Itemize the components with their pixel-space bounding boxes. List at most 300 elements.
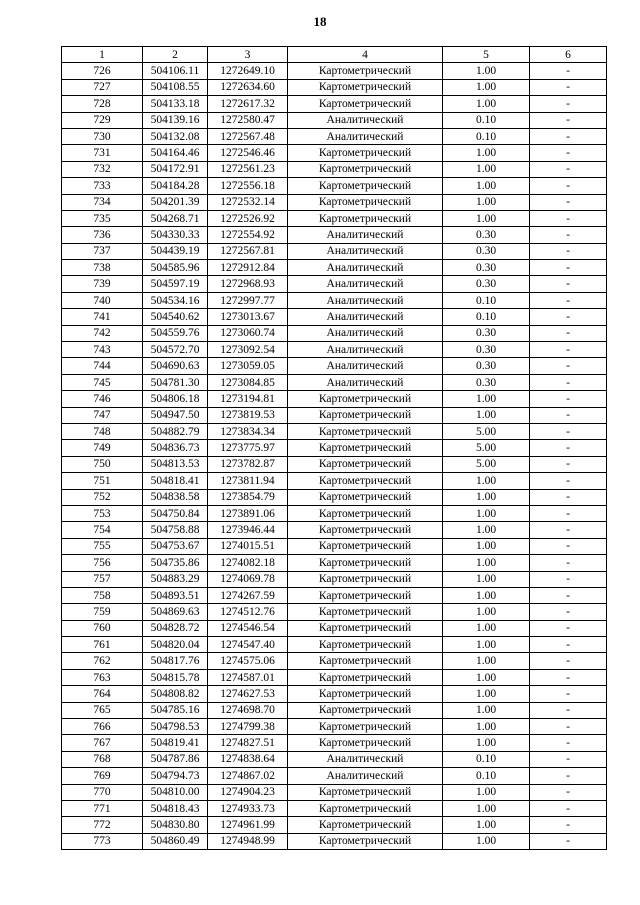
y-coordinate-cell: 1272617.32 xyxy=(208,96,288,112)
y-coordinate-cell: 1274069.78 xyxy=(208,571,288,587)
note-cell: - xyxy=(530,817,607,833)
y-coordinate-cell: 1274904.23 xyxy=(208,784,288,800)
note-cell: - xyxy=(530,309,607,325)
accuracy-cell: 1.00 xyxy=(443,817,530,833)
x-coordinate-cell: 504132.08 xyxy=(143,128,208,144)
point-number-cell: 729 xyxy=(62,112,143,128)
table-row xyxy=(62,391,607,407)
accuracy-cell: 1.00 xyxy=(443,178,530,194)
point-number-cell: 728 xyxy=(62,96,143,112)
accuracy-cell: 5.00 xyxy=(443,440,530,456)
point-number-cell: 753 xyxy=(62,505,143,521)
x-coordinate-cell: 504785.16 xyxy=(143,702,208,718)
x-coordinate-cell: 504869.63 xyxy=(143,604,208,620)
x-coordinate-cell: 504597.19 xyxy=(143,276,208,292)
method-cell: Картометрический xyxy=(288,210,443,226)
accuracy-cell: 1.00 xyxy=(443,702,530,718)
note-cell: - xyxy=(530,669,607,685)
accuracy-cell: 5.00 xyxy=(443,456,530,472)
y-coordinate-cell: 1272912.84 xyxy=(208,260,288,276)
method-cell: Картометрический xyxy=(288,423,443,439)
accuracy-cell: 0.30 xyxy=(443,260,530,276)
point-number-cell: 744 xyxy=(62,358,143,374)
x-coordinate-cell: 504540.62 xyxy=(143,309,208,325)
x-coordinate-cell: 504201.39 xyxy=(143,194,208,210)
table-row xyxy=(62,571,607,587)
note-cell: - xyxy=(530,358,607,374)
y-coordinate-cell: 1272532.14 xyxy=(208,194,288,210)
point-number-cell: 743 xyxy=(62,342,143,358)
note-cell: - xyxy=(530,702,607,718)
y-coordinate-cell: 1272561.23 xyxy=(208,161,288,177)
method-cell: Картометрический xyxy=(288,587,443,603)
method-cell: Картометрический xyxy=(288,456,443,472)
point-number-cell: 731 xyxy=(62,145,143,161)
method-cell: Картометрический xyxy=(288,63,443,79)
accuracy-cell: 1.00 xyxy=(443,538,530,554)
note-cell: - xyxy=(530,653,607,669)
y-coordinate-cell: 1274547.40 xyxy=(208,637,288,653)
y-coordinate-cell: 1272526.92 xyxy=(208,210,288,226)
x-coordinate-cell: 504798.53 xyxy=(143,719,208,735)
method-cell: Картометрический xyxy=(288,161,443,177)
point-number-cell: 746 xyxy=(62,391,143,407)
y-coordinate-cell: 1274082.18 xyxy=(208,555,288,571)
note-cell: - xyxy=(530,161,607,177)
method-cell: Аналитический xyxy=(288,358,443,374)
note-cell: - xyxy=(530,719,607,735)
table-row xyxy=(62,292,607,308)
method-cell: Картометрический xyxy=(288,833,443,849)
table-row xyxy=(62,227,607,243)
point-number-cell: 759 xyxy=(62,604,143,620)
point-number-cell: 750 xyxy=(62,456,143,472)
x-coordinate-cell: 504947.50 xyxy=(143,407,208,423)
method-cell: Картометрический xyxy=(288,391,443,407)
method-cell: Картометрический xyxy=(288,686,443,702)
note-cell: - xyxy=(530,79,607,95)
x-coordinate-cell: 504268.71 xyxy=(143,210,208,226)
table-row xyxy=(62,423,607,439)
method-cell: Картометрический xyxy=(288,505,443,521)
point-number-cell: 733 xyxy=(62,178,143,194)
x-coordinate-cell: 504534.16 xyxy=(143,292,208,308)
note-cell: - xyxy=(530,800,607,816)
table-row xyxy=(62,276,607,292)
point-number-cell: 730 xyxy=(62,128,143,144)
method-cell: Картометрический xyxy=(288,178,443,194)
note-cell: - xyxy=(530,768,607,784)
table-row xyxy=(62,473,607,489)
accuracy-cell: 1.00 xyxy=(443,161,530,177)
x-coordinate-cell: 504794.73 xyxy=(143,768,208,784)
x-coordinate-cell: 504753.67 xyxy=(143,538,208,554)
y-coordinate-cell: 1274948.99 xyxy=(208,833,288,849)
x-coordinate-cell: 504818.43 xyxy=(143,800,208,816)
y-coordinate-cell: 1274575.06 xyxy=(208,653,288,669)
table-row xyxy=(62,128,607,144)
x-coordinate-cell: 504882.79 xyxy=(143,423,208,439)
column-header: 2 xyxy=(143,47,208,63)
point-number-cell: 768 xyxy=(62,751,143,767)
x-coordinate-cell: 504860.49 xyxy=(143,833,208,849)
accuracy-cell: 0.30 xyxy=(443,243,530,259)
point-number-cell: 767 xyxy=(62,735,143,751)
table-row xyxy=(62,669,607,685)
table-row xyxy=(62,178,607,194)
point-number-cell: 726 xyxy=(62,63,143,79)
point-number-cell: 762 xyxy=(62,653,143,669)
y-coordinate-cell: 1274799.38 xyxy=(208,719,288,735)
note-cell: - xyxy=(530,555,607,571)
point-number-cell: 756 xyxy=(62,555,143,571)
y-coordinate-cell: 1273854.79 xyxy=(208,489,288,505)
table-row xyxy=(62,63,607,79)
table-row xyxy=(62,145,607,161)
note-cell: - xyxy=(530,325,607,341)
method-cell: Картометрический xyxy=(288,604,443,620)
table-row xyxy=(62,637,607,653)
x-coordinate-cell: 504813.53 xyxy=(143,456,208,472)
table-row xyxy=(62,358,607,374)
point-number-cell: 740 xyxy=(62,292,143,308)
accuracy-cell: 0.30 xyxy=(443,374,530,390)
table-row xyxy=(62,817,607,833)
x-coordinate-cell: 504172.91 xyxy=(143,161,208,177)
note-cell: - xyxy=(530,128,607,144)
y-coordinate-cell: 1273782.87 xyxy=(208,456,288,472)
table-body xyxy=(62,63,607,850)
y-coordinate-cell: 1272649.10 xyxy=(208,63,288,79)
point-number-cell: 748 xyxy=(62,423,143,439)
method-cell: Картометрический xyxy=(288,407,443,423)
method-cell: Картометрический xyxy=(288,473,443,489)
y-coordinate-cell: 1274546.54 xyxy=(208,620,288,636)
note-cell: - xyxy=(530,522,607,538)
coordinates-table xyxy=(61,46,607,850)
note-cell: - xyxy=(530,440,607,456)
method-cell: Аналитический xyxy=(288,292,443,308)
method-cell: Аналитический xyxy=(288,128,443,144)
point-number-cell: 763 xyxy=(62,669,143,685)
note-cell: - xyxy=(530,96,607,112)
table-row xyxy=(62,604,607,620)
note-cell: - xyxy=(530,620,607,636)
y-coordinate-cell: 1274961.99 xyxy=(208,817,288,833)
note-cell: - xyxy=(530,145,607,161)
accuracy-cell: 1.00 xyxy=(443,407,530,423)
y-coordinate-cell: 1273946.44 xyxy=(208,522,288,538)
y-coordinate-cell: 1273060.74 xyxy=(208,325,288,341)
y-coordinate-cell: 1273775.97 xyxy=(208,440,288,456)
method-cell: Картометрический xyxy=(288,538,443,554)
note-cell: - xyxy=(530,637,607,653)
table-row xyxy=(62,784,607,800)
x-coordinate-cell: 504818.41 xyxy=(143,473,208,489)
method-cell: Картометрический xyxy=(288,817,443,833)
point-number-cell: 727 xyxy=(62,79,143,95)
note-cell: - xyxy=(530,571,607,587)
table-row xyxy=(62,833,607,849)
y-coordinate-cell: 1272580.47 xyxy=(208,112,288,128)
page-number: 18 xyxy=(313,14,327,29)
table-row xyxy=(62,751,607,767)
accuracy-cell: 0.30 xyxy=(443,276,530,292)
accuracy-cell: 0.10 xyxy=(443,292,530,308)
x-coordinate-cell: 504572.70 xyxy=(143,342,208,358)
note-cell: - xyxy=(530,423,607,439)
accuracy-cell: 1.00 xyxy=(443,391,530,407)
method-cell: Картометрический xyxy=(288,620,443,636)
accuracy-cell: 1.00 xyxy=(443,571,530,587)
x-coordinate-cell: 504164.46 xyxy=(143,145,208,161)
note-cell: - xyxy=(530,587,607,603)
method-cell: Картометрический xyxy=(288,571,443,587)
table-row xyxy=(62,309,607,325)
y-coordinate-cell: 1274627.53 xyxy=(208,686,288,702)
x-coordinate-cell: 504133.18 xyxy=(143,96,208,112)
table-row xyxy=(62,538,607,554)
method-cell: Аналитический xyxy=(288,260,443,276)
x-coordinate-cell: 504810.00 xyxy=(143,784,208,800)
point-number-cell: 771 xyxy=(62,800,143,816)
note-cell: - xyxy=(530,751,607,767)
x-coordinate-cell: 504330.33 xyxy=(143,227,208,243)
accuracy-cell: 0.30 xyxy=(443,342,530,358)
point-number-cell: 766 xyxy=(62,719,143,735)
point-number-cell: 737 xyxy=(62,243,143,259)
table-row xyxy=(62,407,607,423)
table-row xyxy=(62,653,607,669)
point-number-cell: 769 xyxy=(62,768,143,784)
accuracy-cell: 1.00 xyxy=(443,637,530,653)
x-coordinate-cell: 504787.86 xyxy=(143,751,208,767)
method-cell: Картометрический xyxy=(288,555,443,571)
table-row xyxy=(62,342,607,358)
x-coordinate-cell: 504819.41 xyxy=(143,735,208,751)
accuracy-cell: 1.00 xyxy=(443,505,530,521)
method-cell: Аналитический xyxy=(288,227,443,243)
point-number-cell: 738 xyxy=(62,260,143,276)
y-coordinate-cell: 1272997.77 xyxy=(208,292,288,308)
x-coordinate-cell: 504439.19 xyxy=(143,243,208,259)
method-cell: Картометрический xyxy=(288,800,443,816)
accuracy-cell: 1.00 xyxy=(443,79,530,95)
x-coordinate-cell: 504836.73 xyxy=(143,440,208,456)
method-cell: Картометрический xyxy=(288,194,443,210)
note-cell: - xyxy=(530,112,607,128)
y-coordinate-cell: 1274838.64 xyxy=(208,751,288,767)
note-cell: - xyxy=(530,505,607,521)
point-number-cell: 741 xyxy=(62,309,143,325)
column-header: 3 xyxy=(208,47,288,63)
table-row xyxy=(62,194,607,210)
note-cell: - xyxy=(530,456,607,472)
table-row xyxy=(62,719,607,735)
note-cell: - xyxy=(530,784,607,800)
table-row xyxy=(62,735,607,751)
method-cell: Аналитический xyxy=(288,374,443,390)
accuracy-cell: 1.00 xyxy=(443,833,530,849)
accuracy-cell: 1.00 xyxy=(443,555,530,571)
y-coordinate-cell: 1273834.34 xyxy=(208,423,288,439)
x-coordinate-cell: 504139.16 xyxy=(143,112,208,128)
point-number-cell: 739 xyxy=(62,276,143,292)
header-row xyxy=(62,47,607,63)
method-cell: Картометрический xyxy=(288,719,443,735)
y-coordinate-cell: 1273811.94 xyxy=(208,473,288,489)
y-coordinate-cell: 1274867.02 xyxy=(208,768,288,784)
column-header: 6 xyxy=(530,47,607,63)
accuracy-cell: 0.10 xyxy=(443,768,530,784)
x-coordinate-cell: 504806.18 xyxy=(143,391,208,407)
point-number-cell: 734 xyxy=(62,194,143,210)
method-cell: Картометрический xyxy=(288,522,443,538)
y-coordinate-cell: 1273059.05 xyxy=(208,358,288,374)
accuracy-cell: 1.00 xyxy=(443,669,530,685)
method-cell: Картометрический xyxy=(288,784,443,800)
point-number-cell: 764 xyxy=(62,686,143,702)
note-cell: - xyxy=(530,538,607,554)
y-coordinate-cell: 1274698.70 xyxy=(208,702,288,718)
accuracy-cell: 1.00 xyxy=(443,210,530,226)
x-coordinate-cell: 504817.76 xyxy=(143,653,208,669)
point-number-cell: 742 xyxy=(62,325,143,341)
x-coordinate-cell: 504815.78 xyxy=(143,669,208,685)
table-row xyxy=(62,702,607,718)
table-row xyxy=(62,260,607,276)
table-row xyxy=(62,440,607,456)
table-row xyxy=(62,243,607,259)
y-coordinate-cell: 1273891.06 xyxy=(208,505,288,521)
x-coordinate-cell: 504893.51 xyxy=(143,587,208,603)
method-cell: Картометрический xyxy=(288,489,443,505)
accuracy-cell: 0.30 xyxy=(443,227,530,243)
table-row xyxy=(62,620,607,636)
accuracy-cell: 1.00 xyxy=(443,63,530,79)
table-row xyxy=(62,374,607,390)
accuracy-cell: 1.00 xyxy=(443,194,530,210)
method-cell: Аналитический xyxy=(288,112,443,128)
x-coordinate-cell: 504838.58 xyxy=(143,489,208,505)
accuracy-cell: 0.10 xyxy=(443,128,530,144)
table-row xyxy=(62,505,607,521)
note-cell: - xyxy=(530,391,607,407)
note-cell: - xyxy=(530,178,607,194)
method-cell: Картометрический xyxy=(288,96,443,112)
point-number-cell: 765 xyxy=(62,702,143,718)
table-row xyxy=(62,112,607,128)
accuracy-cell: 0.30 xyxy=(443,358,530,374)
x-coordinate-cell: 504108.55 xyxy=(143,79,208,95)
method-cell: Аналитический xyxy=(288,325,443,341)
point-number-cell: 755 xyxy=(62,538,143,554)
point-number-cell: 760 xyxy=(62,620,143,636)
column-header: 4 xyxy=(288,47,443,63)
y-coordinate-cell: 1272634.60 xyxy=(208,79,288,95)
accuracy-cell: 0.10 xyxy=(443,751,530,767)
note-cell: - xyxy=(530,243,607,259)
y-coordinate-cell: 1273819.53 xyxy=(208,407,288,423)
accuracy-cell: 1.00 xyxy=(443,473,530,489)
point-number-cell: 736 xyxy=(62,227,143,243)
point-number-cell: 732 xyxy=(62,161,143,177)
note-cell: - xyxy=(530,63,607,79)
note-cell: - xyxy=(530,342,607,358)
x-coordinate-cell: 504750.84 xyxy=(143,505,208,521)
method-cell: Картометрический xyxy=(288,653,443,669)
method-cell: Аналитический xyxy=(288,309,443,325)
table-row xyxy=(62,555,607,571)
method-cell: Картометрический xyxy=(288,637,443,653)
method-cell: Картометрический xyxy=(288,440,443,456)
point-number-cell: 770 xyxy=(62,784,143,800)
method-cell: Картометрический xyxy=(288,735,443,751)
method-cell: Аналитический xyxy=(288,342,443,358)
table-row xyxy=(62,489,607,505)
column-header: 5 xyxy=(443,47,530,63)
note-cell: - xyxy=(530,194,607,210)
accuracy-cell: 1.00 xyxy=(443,719,530,735)
method-cell: Аналитический xyxy=(288,243,443,259)
note-cell: - xyxy=(530,210,607,226)
note-cell: - xyxy=(530,292,607,308)
method-cell: Картометрический xyxy=(288,79,443,95)
method-cell: Картометрический xyxy=(288,669,443,685)
point-number-cell: 754 xyxy=(62,522,143,538)
point-number-cell: 751 xyxy=(62,473,143,489)
accuracy-cell: 1.00 xyxy=(443,604,530,620)
point-number-cell: 773 xyxy=(62,833,143,849)
table-row xyxy=(62,456,607,472)
table-row xyxy=(62,686,607,702)
y-coordinate-cell: 1272567.81 xyxy=(208,243,288,259)
x-coordinate-cell: 504808.82 xyxy=(143,686,208,702)
x-coordinate-cell: 504184.28 xyxy=(143,178,208,194)
accuracy-cell: 1.00 xyxy=(443,96,530,112)
point-number-cell: 747 xyxy=(62,407,143,423)
y-coordinate-cell: 1272567.48 xyxy=(208,128,288,144)
method-cell: Аналитический xyxy=(288,276,443,292)
note-cell: - xyxy=(530,833,607,849)
x-coordinate-cell: 504735.86 xyxy=(143,555,208,571)
accuracy-cell: 1.00 xyxy=(443,784,530,800)
table-row xyxy=(62,96,607,112)
accuracy-cell: 1.00 xyxy=(443,735,530,751)
y-coordinate-cell: 1273194.81 xyxy=(208,391,288,407)
x-coordinate-cell: 504828.72 xyxy=(143,620,208,636)
x-coordinate-cell: 504758.88 xyxy=(143,522,208,538)
note-cell: - xyxy=(530,227,607,243)
table-row xyxy=(62,587,607,603)
x-coordinate-cell: 504106.11 xyxy=(143,63,208,79)
point-number-cell: 757 xyxy=(62,571,143,587)
x-coordinate-cell: 504883.29 xyxy=(143,571,208,587)
y-coordinate-cell: 1272546.46 xyxy=(208,145,288,161)
accuracy-cell: 1.00 xyxy=(443,653,530,669)
point-number-cell: 735 xyxy=(62,210,143,226)
y-coordinate-cell: 1273092.54 xyxy=(208,342,288,358)
x-coordinate-cell: 504690.63 xyxy=(143,358,208,374)
table-row xyxy=(62,161,607,177)
accuracy-cell: 0.10 xyxy=(443,309,530,325)
y-coordinate-cell: 1273013.67 xyxy=(208,309,288,325)
point-number-cell: 745 xyxy=(62,374,143,390)
y-coordinate-cell: 1274512.76 xyxy=(208,604,288,620)
x-coordinate-cell: 504820.04 xyxy=(143,637,208,653)
accuracy-cell: 1.00 xyxy=(443,800,530,816)
x-coordinate-cell: 504559.76 xyxy=(143,325,208,341)
